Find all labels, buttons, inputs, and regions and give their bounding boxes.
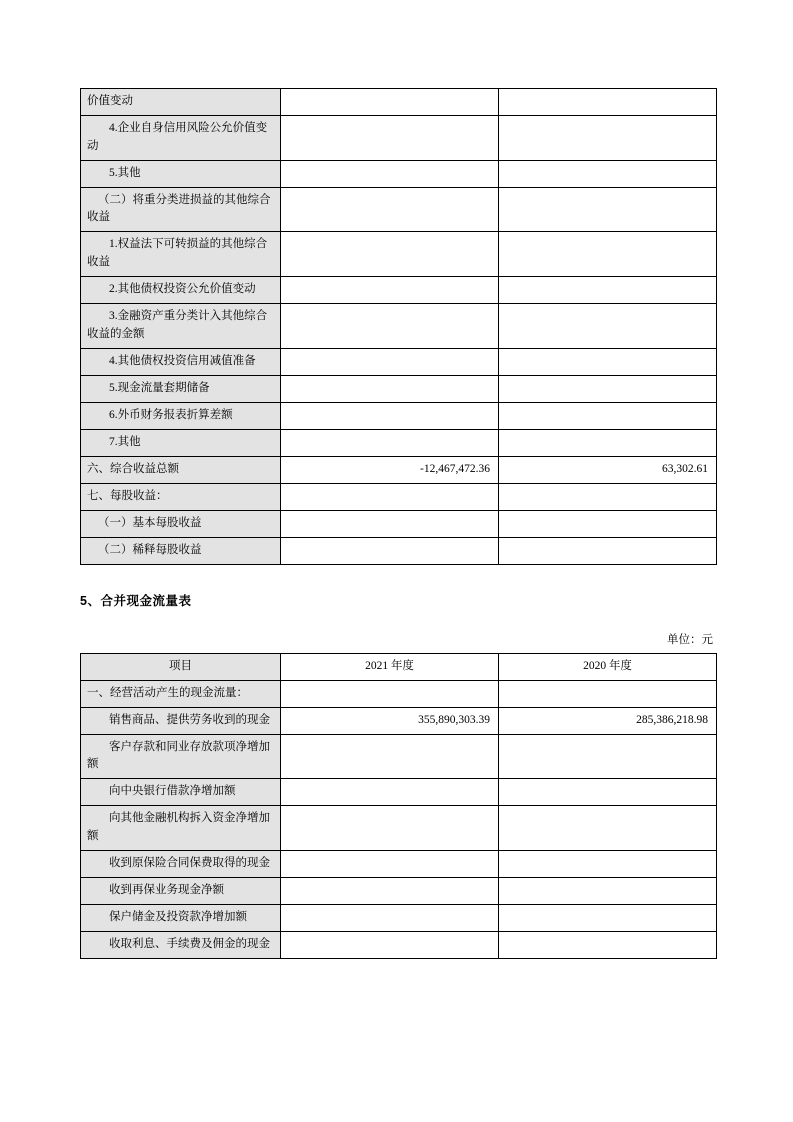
row-value-prior bbox=[499, 806, 717, 851]
row-value-prior bbox=[499, 160, 717, 187]
row-label-cell bbox=[81, 510, 281, 537]
value-text bbox=[499, 860, 716, 868]
row-value-current bbox=[281, 232, 499, 277]
value-text bbox=[281, 170, 498, 178]
value-text bbox=[281, 358, 498, 366]
row-value-current bbox=[281, 276, 499, 303]
row-value-prior bbox=[499, 510, 717, 537]
row-value-current bbox=[281, 680, 499, 707]
row-label: 七、每股收益： bbox=[87, 489, 168, 502]
row-value-current bbox=[281, 160, 499, 187]
row-value-current bbox=[281, 483, 499, 510]
header-text: 2021 年度 bbox=[365, 659, 414, 672]
row-value-prior bbox=[499, 429, 717, 456]
value-text bbox=[499, 752, 716, 760]
value-text bbox=[499, 914, 716, 922]
row-label: 6.外币财务报表折算差额 bbox=[109, 408, 233, 421]
row-value-current bbox=[281, 806, 499, 851]
value-text bbox=[281, 322, 498, 330]
value-text bbox=[281, 412, 498, 420]
value-text bbox=[499, 170, 716, 178]
value-text bbox=[281, 439, 498, 447]
row-label-cell bbox=[81, 680, 281, 707]
table-row bbox=[81, 680, 717, 707]
row-label-cell bbox=[81, 89, 281, 116]
row-value-prior bbox=[499, 187, 717, 232]
value-text bbox=[281, 860, 498, 868]
row-label: 一、经营活动产生的现金流量： bbox=[87, 686, 248, 699]
row-label: 5.其他 bbox=[109, 166, 141, 179]
value-text bbox=[499, 788, 716, 796]
table-row bbox=[81, 232, 717, 277]
value-text bbox=[281, 824, 498, 832]
row-value-current bbox=[281, 904, 499, 931]
row-label-cell bbox=[81, 806, 281, 851]
row-value-current bbox=[281, 375, 499, 402]
table-row bbox=[81, 904, 717, 931]
row-value-current bbox=[281, 348, 499, 375]
row-label-cell bbox=[81, 116, 281, 161]
row-value-prior bbox=[499, 456, 717, 483]
cash-flow-statement-table bbox=[80, 653, 717, 959]
table-row bbox=[81, 89, 717, 116]
value-text bbox=[499, 941, 716, 949]
row-label: 1.权益法下可转损益的其他综合收益 bbox=[87, 238, 268, 269]
table-row bbox=[81, 429, 717, 456]
row-label-cell bbox=[81, 707, 281, 734]
row-value-prior bbox=[499, 707, 717, 734]
row-label: （二）稀释每股收益 bbox=[98, 543, 202, 556]
row-value-current bbox=[281, 734, 499, 779]
value-text bbox=[281, 690, 498, 698]
table-row bbox=[81, 707, 717, 734]
value-text: 355,890,303.39 bbox=[418, 713, 490, 726]
header-cell-current-year bbox=[281, 653, 499, 680]
row-value-current bbox=[281, 510, 499, 537]
row-value-prior bbox=[499, 348, 717, 375]
row-label-cell bbox=[81, 187, 281, 232]
unit-note: 单位：元 bbox=[667, 633, 713, 646]
row-label-cell bbox=[81, 904, 281, 931]
table-row bbox=[81, 348, 717, 375]
comprehensive-income-table-continued bbox=[80, 88, 717, 565]
row-label: 销售商品、提供劳务收到的现金 bbox=[109, 713, 270, 726]
row-value-current bbox=[281, 537, 499, 564]
header-text: 2020 年度 bbox=[583, 659, 632, 672]
row-label: 向中央银行借款净增加额 bbox=[109, 785, 236, 798]
row-label: 3.金融资产重分类计入其他综合收益的金额 bbox=[87, 309, 268, 340]
row-label: （二）将重分类进损益的其他综合收益 bbox=[87, 193, 271, 224]
header-cell-item bbox=[81, 653, 281, 680]
row-value-prior bbox=[499, 232, 717, 277]
table-row bbox=[81, 303, 717, 348]
row-label-cell bbox=[81, 850, 281, 877]
table-row bbox=[81, 734, 717, 779]
row-value-current bbox=[281, 707, 499, 734]
value-text bbox=[281, 547, 498, 555]
row-label: 价值变动 bbox=[87, 95, 133, 108]
header-cell-prior-year bbox=[499, 653, 717, 680]
row-value-prior bbox=[499, 931, 717, 958]
value-text bbox=[281, 752, 498, 760]
value-text bbox=[499, 824, 716, 832]
row-value-prior bbox=[499, 779, 717, 806]
value-text bbox=[499, 690, 716, 698]
value-text bbox=[499, 493, 716, 501]
row-value-current bbox=[281, 187, 499, 232]
value-text bbox=[499, 887, 716, 895]
table-row bbox=[81, 456, 717, 483]
value-text bbox=[281, 98, 498, 106]
row-value-current bbox=[281, 89, 499, 116]
table-row bbox=[81, 537, 717, 564]
row-label: 5.现金流量套期储备 bbox=[109, 381, 210, 394]
row-label: 六、综合收益总额 bbox=[87, 462, 179, 475]
row-value-prior bbox=[499, 116, 717, 161]
row-label: 4.企业自身信用风险公允价值变动 bbox=[87, 122, 268, 152]
table-row bbox=[81, 779, 717, 806]
table-body bbox=[81, 89, 717, 565]
section-heading: 5、合并现金流量表 bbox=[80, 593, 192, 608]
row-label-cell bbox=[81, 931, 281, 958]
row-label: 4.其他债权投资信用减值准备 bbox=[109, 354, 256, 367]
value-text bbox=[499, 385, 716, 393]
row-label: 2.其他债权投资公允价值变动 bbox=[109, 282, 256, 295]
value-text bbox=[499, 205, 716, 213]
row-label-cell bbox=[81, 276, 281, 303]
row-value-current bbox=[281, 429, 499, 456]
value-text bbox=[281, 385, 498, 393]
row-value-prior bbox=[499, 375, 717, 402]
value-text bbox=[281, 250, 498, 258]
value-text bbox=[499, 439, 716, 447]
value-text: -12,467,472.36 bbox=[420, 462, 490, 475]
value-text bbox=[281, 205, 498, 213]
row-value-current bbox=[281, 402, 499, 429]
row-label: 向其他金融机构拆入资金净增加额 bbox=[87, 812, 270, 842]
row-label: （一）基本每股收益 bbox=[98, 516, 202, 529]
row-value-current bbox=[281, 779, 499, 806]
row-value-prior bbox=[499, 89, 717, 116]
row-label-cell bbox=[81, 429, 281, 456]
header-text: 项目 bbox=[169, 659, 192, 672]
row-label-cell bbox=[81, 232, 281, 277]
value-text bbox=[281, 134, 498, 142]
row-value-current bbox=[281, 850, 499, 877]
row-label-cell bbox=[81, 734, 281, 779]
value-text bbox=[499, 358, 716, 366]
row-value-prior bbox=[499, 680, 717, 707]
row-label: 保户储金及投资款净增加额 bbox=[109, 910, 247, 923]
row-value-current bbox=[281, 456, 499, 483]
row-label: 收取利息、手续费及佣金的现金 bbox=[109, 937, 270, 950]
table-row bbox=[81, 276, 717, 303]
value-text bbox=[281, 493, 498, 501]
table-row bbox=[81, 931, 717, 958]
row-label-cell bbox=[81, 877, 281, 904]
row-value-prior bbox=[499, 904, 717, 931]
table-row bbox=[81, 850, 717, 877]
row-value-prior bbox=[499, 303, 717, 348]
value-text bbox=[281, 914, 498, 922]
value-text bbox=[499, 412, 716, 420]
value-text bbox=[281, 887, 498, 895]
row-label: 7.其他 bbox=[109, 435, 141, 448]
row-value-current bbox=[281, 303, 499, 348]
table-row bbox=[81, 187, 717, 232]
value-text bbox=[499, 286, 716, 294]
row-value-current bbox=[281, 116, 499, 161]
row-label-cell bbox=[81, 160, 281, 187]
row-label-cell bbox=[81, 779, 281, 806]
row-value-prior bbox=[499, 734, 717, 779]
value-text bbox=[499, 98, 716, 106]
table-header-row bbox=[81, 653, 717, 680]
value-text bbox=[499, 250, 716, 258]
row-value-prior bbox=[499, 276, 717, 303]
row-label-cell bbox=[81, 348, 281, 375]
table-body bbox=[81, 653, 717, 958]
value-text bbox=[281, 788, 498, 796]
row-label: 客户存款和同业存放款项净增加额 bbox=[87, 740, 270, 771]
value-text bbox=[499, 134, 716, 142]
row-value-current bbox=[281, 931, 499, 958]
table-row bbox=[81, 483, 717, 510]
value-text: 285,386,218.98 bbox=[636, 713, 708, 726]
row-label-cell bbox=[81, 402, 281, 429]
value-text bbox=[499, 547, 716, 555]
row-value-prior bbox=[499, 402, 717, 429]
value-text bbox=[281, 520, 498, 528]
value-text: 63,302.61 bbox=[662, 462, 708, 475]
value-text bbox=[499, 322, 716, 330]
row-value-prior bbox=[499, 537, 717, 564]
table-row bbox=[81, 402, 717, 429]
value-text bbox=[281, 941, 498, 949]
row-label: 收到再保业务现金净额 bbox=[109, 883, 224, 896]
row-label: 收到原保险合同保费取得的现金 bbox=[109, 856, 270, 869]
row-label-cell bbox=[81, 456, 281, 483]
table-row bbox=[81, 160, 717, 187]
row-value-prior bbox=[499, 877, 717, 904]
value-text bbox=[499, 520, 716, 528]
row-label-cell bbox=[81, 483, 281, 510]
table-row bbox=[81, 806, 717, 851]
table-row bbox=[81, 375, 717, 402]
value-text bbox=[281, 286, 498, 294]
table-row bbox=[81, 877, 717, 904]
row-label-cell bbox=[81, 375, 281, 402]
row-label-cell bbox=[81, 303, 281, 348]
row-value-prior bbox=[499, 850, 717, 877]
row-value-current bbox=[281, 877, 499, 904]
row-label-cell bbox=[81, 537, 281, 564]
table-row bbox=[81, 116, 717, 161]
table-row bbox=[81, 510, 717, 537]
row-value-prior bbox=[499, 483, 717, 510]
